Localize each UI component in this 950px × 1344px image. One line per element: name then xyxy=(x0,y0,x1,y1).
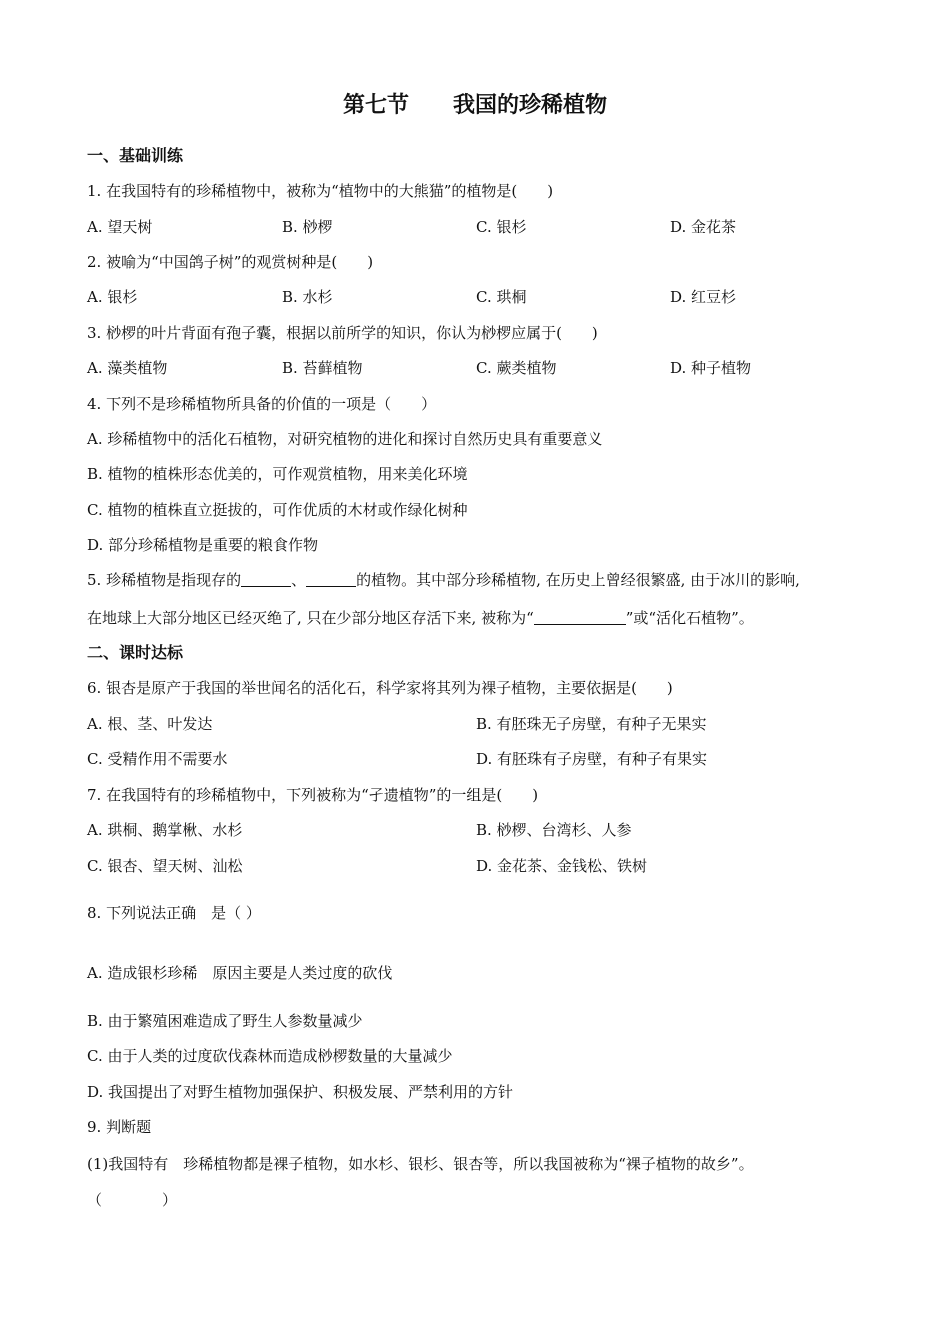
q5-text-4: ”或“活化石植物”。 xyxy=(625,609,754,627)
q3-option-a: A. 藻类植物 xyxy=(87,359,168,377)
q9-item-1: (1)我国特有 珍稀植物都是裸子植物，如水杉、银杉、银杏等，所以我国被称为“裸子植物的故乡”。 xyxy=(87,1155,754,1173)
section-heading-basic: 一、基础训练 xyxy=(87,146,184,165)
q8-option-b: B. 由于繁殖困难造成了野生人参数量减少 xyxy=(87,1012,363,1030)
question-7: 7. 在我国特有的珍稀植物中，下列被称为“孑遗植物”的一组是( ) xyxy=(87,786,539,804)
question-2: 2. 被喻为“中国鸽子树”的观赏树种是( ) xyxy=(87,253,374,271)
q4-option-d: D. 部分珍稀植物是重要的粮食作物 xyxy=(87,536,319,554)
q3-option-c: C. 蕨类植物 xyxy=(476,359,557,377)
q9-answer-slot[interactable]: （ ） xyxy=(87,1191,178,1209)
question-3: 3. 桫椤的叶片背面有孢子囊，根据以前所学的知识，你认为桫椤应属于( ) xyxy=(87,324,598,342)
q5-text-3: 在地球上大部分地区已经灭绝了, 只在少部分地区存活下来, 被称为“ xyxy=(87,609,534,627)
section-heading-lesson: 二、课时达标 xyxy=(87,643,184,662)
q6-option-b: B. 有胚珠无子房壁，有种子无果实 xyxy=(476,715,707,733)
question-6: 6. 银杏是原产于我国的举世闻名的活化石，科学家将其列为裸子植物，主要依据是( ) xyxy=(87,679,673,697)
question-5-line-2 xyxy=(87,608,754,628)
q4-option-a: A. 珍稀植物中的活化石植物，对研究植物的进化和探讨自然历史具有重要意义 xyxy=(87,430,603,448)
q5-blank-3[interactable] xyxy=(534,609,626,625)
q4-option-b: B. 植物的植株形态优美的，可作观赏植物，用来美化环境 xyxy=(87,465,468,483)
q2-option-b: B. 水杉 xyxy=(282,288,333,306)
q1-option-b: B. 桫椤 xyxy=(282,218,333,236)
q2-option-d: D. 红豆杉 xyxy=(670,288,737,306)
q2-option-c: C. 珙桐 xyxy=(476,288,527,306)
q1-option-d: D. 金花茶 xyxy=(670,218,737,236)
q7-option-d: D. 金花茶、金钱松、铁树 xyxy=(476,857,648,875)
q3-option-d: D. 种子植物 xyxy=(670,359,752,377)
question-5-line-1 xyxy=(87,570,800,590)
page-title: 第七节 我国的珍稀植物 xyxy=(342,92,607,118)
q2-option-a: A. 银杉 xyxy=(87,288,138,306)
q1-option-a: A. 望天树 xyxy=(87,218,153,236)
q7-option-c: C. 银杏、望天树、汕松 xyxy=(87,857,243,875)
q8-option-c: C. 由于人类的过度砍伐森林而造成桫椤数量的大量减少 xyxy=(87,1047,453,1065)
q1-option-c: C. 银杉 xyxy=(476,218,527,236)
q5-blank-1[interactable] xyxy=(241,571,291,587)
q6-option-c: C. 受精作用不需要水 xyxy=(87,750,228,768)
question-9: 9. 判断题 xyxy=(87,1118,152,1136)
q5-separator: 、 xyxy=(291,571,307,589)
q7-option-a: A. 珙桐、鹅掌楸、水杉 xyxy=(87,821,243,839)
q5-text-1: 5. 珍稀植物是指现存的 xyxy=(87,571,242,589)
q7-option-b: B. 桫椤、台湾杉、人参 xyxy=(476,821,632,839)
q4-option-c: C. 植物的植株直立挺拔的，可作优质的木材或作绿化树种 xyxy=(87,501,468,519)
q6-option-d: D. 有胚珠有子房壁，有种子有果实 xyxy=(476,750,708,768)
q5-text-2: 的植物。其中部分珍稀植物, 在历史上曾经很繁盛, 由于冰川的影响, xyxy=(356,571,800,589)
question-4: 4. 下列不是珍稀植物所具备的价值的一项是（ ） xyxy=(87,395,437,413)
q3-option-b: B. 苔藓植物 xyxy=(282,359,363,377)
question-1: 1. 在我国特有的珍稀植物中，被称为“植物中的大熊猫”的植物是( ) xyxy=(87,182,554,200)
q6-option-a: A. 根、茎、叶发达 xyxy=(87,715,213,733)
q8-option-a: A. 造成银杉珍稀 原因主要是人类过度的砍伐 xyxy=(87,964,393,982)
question-8: 8. 下列说法正确 是（ ） xyxy=(87,904,261,922)
q8-option-d: D. 我国提出了对野生植物加强保护、积极发展、严禁利用的方针 xyxy=(87,1083,514,1101)
q5-blank-2[interactable] xyxy=(306,571,356,587)
